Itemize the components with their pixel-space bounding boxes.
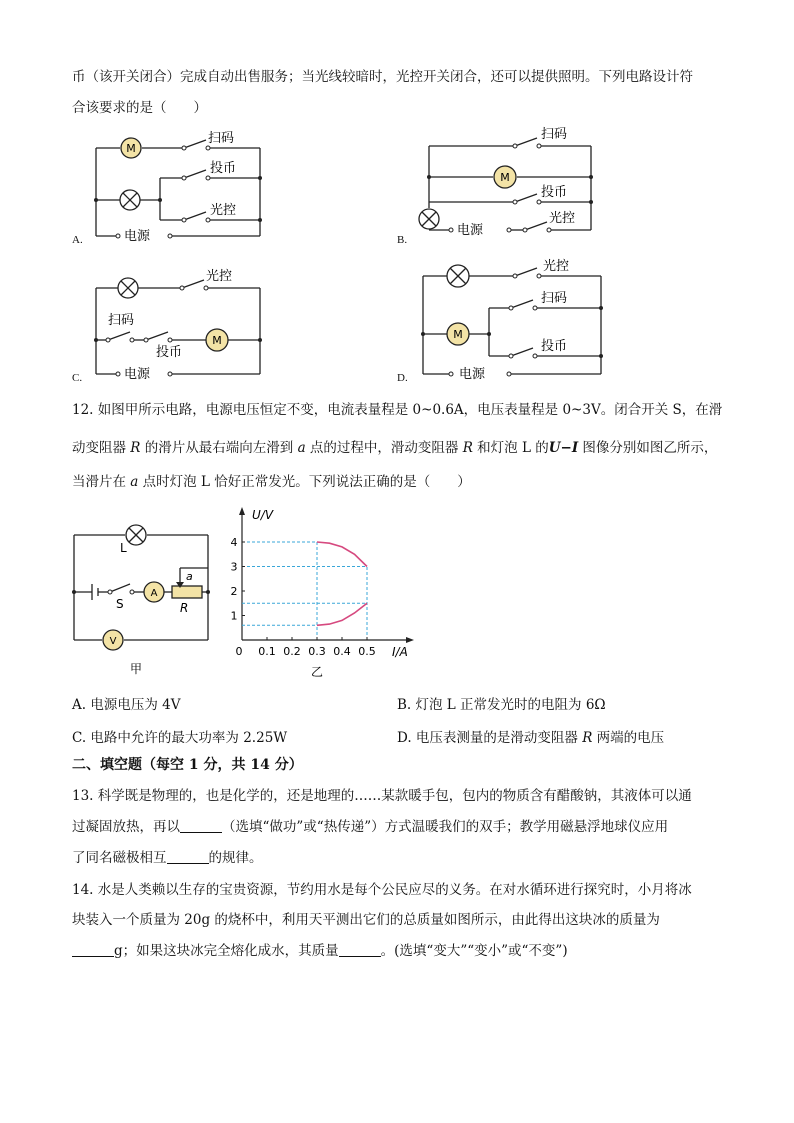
q13-line-3: 了同名磁极相互 的规律。 [72, 850, 263, 866]
ui-graph [225, 505, 430, 685]
label-scan: 扫码 [108, 313, 135, 328]
q12-line-3: 当滑片在 a 点时灯泡 L 恰好正常发光。下列说法正确的是（ ） [72, 474, 471, 490]
q14-line-1: 14. 水是人类赖以生存的宝贵资源，节约用水是每个公民应尽的义务。在对水循环进行探究时，小月将冰 [72, 882, 692, 898]
circuit-caption: 甲 [129, 662, 143, 676]
label-scan: 扫码 [541, 291, 568, 306]
y-axis-arrow-icon [239, 507, 245, 515]
label-light: 光控 [549, 211, 576, 226]
y-tick-label: 3 [230, 560, 238, 574]
lamp-label: L [120, 541, 127, 555]
circuit-b [415, 122, 615, 248]
motor-label: M [500, 171, 510, 184]
chart-caption: 乙 [310, 665, 324, 679]
q12-option-d: D. 电压表测量的是滑动变阻器 R 两端的电压 [397, 730, 665, 746]
circuit-d [415, 256, 615, 384]
series-lower [317, 603, 367, 625]
label-power: 电源 [124, 229, 151, 244]
x-tick-label: 0.3 [308, 645, 326, 658]
q11-line-2: 合该要求的是（ ） [72, 100, 207, 116]
label-coin: 投币 [541, 339, 568, 354]
circuit-c [90, 262, 280, 384]
label-light: 光控 [206, 269, 233, 284]
q11-option-d: D. [397, 372, 408, 384]
voltmeter-label: V [109, 636, 117, 647]
q12-line-2: 动变阻器 R 的滑片从最右端向左滑到 a 点的过程中，滑动变阻器 R 和灯泡 L 的U−I 图像分别如图乙所示， [72, 440, 718, 456]
label-coin: 投币 [210, 161, 237, 176]
y-axis-label: U/V [252, 508, 274, 522]
label-light: 光控 [210, 203, 237, 218]
slider-label: a [186, 570, 193, 583]
q13-line-1: 13. 科学既是物理的，也是化学的，还是地理的……某款暖手包，包内的物质含有醋酸钠，其液体可以通 [72, 788, 692, 804]
label-light: 光控 [543, 259, 570, 274]
x-tick-label: 0.4 [333, 645, 351, 658]
x-axis-label: I/A [392, 645, 408, 659]
series-upper [317, 542, 367, 567]
q12-line-1: 12. 如图甲所示电路，电源电压恒定不变，电流表量程是 0~0.6A，电压表量程是 0~3V。闭合开关 S，在滑 [72, 402, 723, 418]
x-tick-label: 0.2 [283, 645, 301, 658]
label-scan: 扫码 [541, 127, 568, 142]
circuit-jia [70, 520, 220, 680]
motor-label: M [212, 334, 222, 347]
motor-label: M [126, 142, 136, 155]
label-power: 电源 [124, 367, 151, 382]
q14-line-2: 块装入一个质量为 20g 的烧杯中，利用天平测出它们的总质量如图所示，由此得出这块冰的质量为 [72, 912, 660, 928]
y-tick-label: 1 [230, 609, 238, 623]
q12-option-c: C. 电路中允许的最大功率为 2.25W [72, 730, 288, 746]
y-tick-label: 2 [230, 585, 238, 598]
label-power: 电源 [457, 223, 484, 238]
q12-option-a: A. 电源电压为 4V [72, 697, 181, 713]
blank-q13-1[interactable] [180, 818, 222, 833]
origin-label: 0 [235, 645, 243, 658]
ui-symbol: U−I [548, 440, 579, 456]
q11-option-b: B. [397, 234, 408, 246]
q11-line-1: 币（该开关闭合）完成自动出售服务；当光线较暗时，光控开关闭合，还可以提供照明。下列电路设计符 [72, 69, 693, 85]
q11-option-c: C. [72, 372, 83, 384]
q14-line-3: g；如果这块冰完全熔化成水，其质量 。(选填“变大”“变小”或“不变”) [72, 941, 732, 961]
blank-q14-2[interactable] [339, 942, 381, 957]
ammeter-label: A [150, 588, 158, 599]
rheostat-label: R [180, 601, 189, 615]
section-title: 二、填空题（每空 1 分，共 14 分） [72, 757, 303, 773]
q12-option-b: B. 灯泡 L 正常发光时的电阻为 6Ω [397, 697, 606, 713]
q13-line-2: 过凝固放热，再以 （选填“做功”或“热传递”）方式温暖我们的双手；教学用磁悬浮地球仪应用 [72, 819, 669, 835]
label-power: 电源 [459, 367, 486, 382]
motor-label: M [453, 328, 463, 341]
label-scan: 扫码 [208, 131, 235, 146]
switch-label: S [116, 597, 124, 611]
q11-option-a: A. [72, 234, 83, 246]
y-tick-label: 4 [230, 536, 238, 549]
label-coin: 投币 [541, 185, 568, 200]
x-axis-arrow-icon [406, 637, 414, 643]
blank-q13-2[interactable] [167, 849, 209, 864]
x-tick-label: 0.1 [258, 645, 276, 658]
x-tick-label: 0.5 [358, 645, 376, 658]
label-coin: 投币 [156, 345, 183, 360]
circuit-a [90, 128, 280, 248]
blank-q14-1[interactable] [72, 942, 114, 957]
